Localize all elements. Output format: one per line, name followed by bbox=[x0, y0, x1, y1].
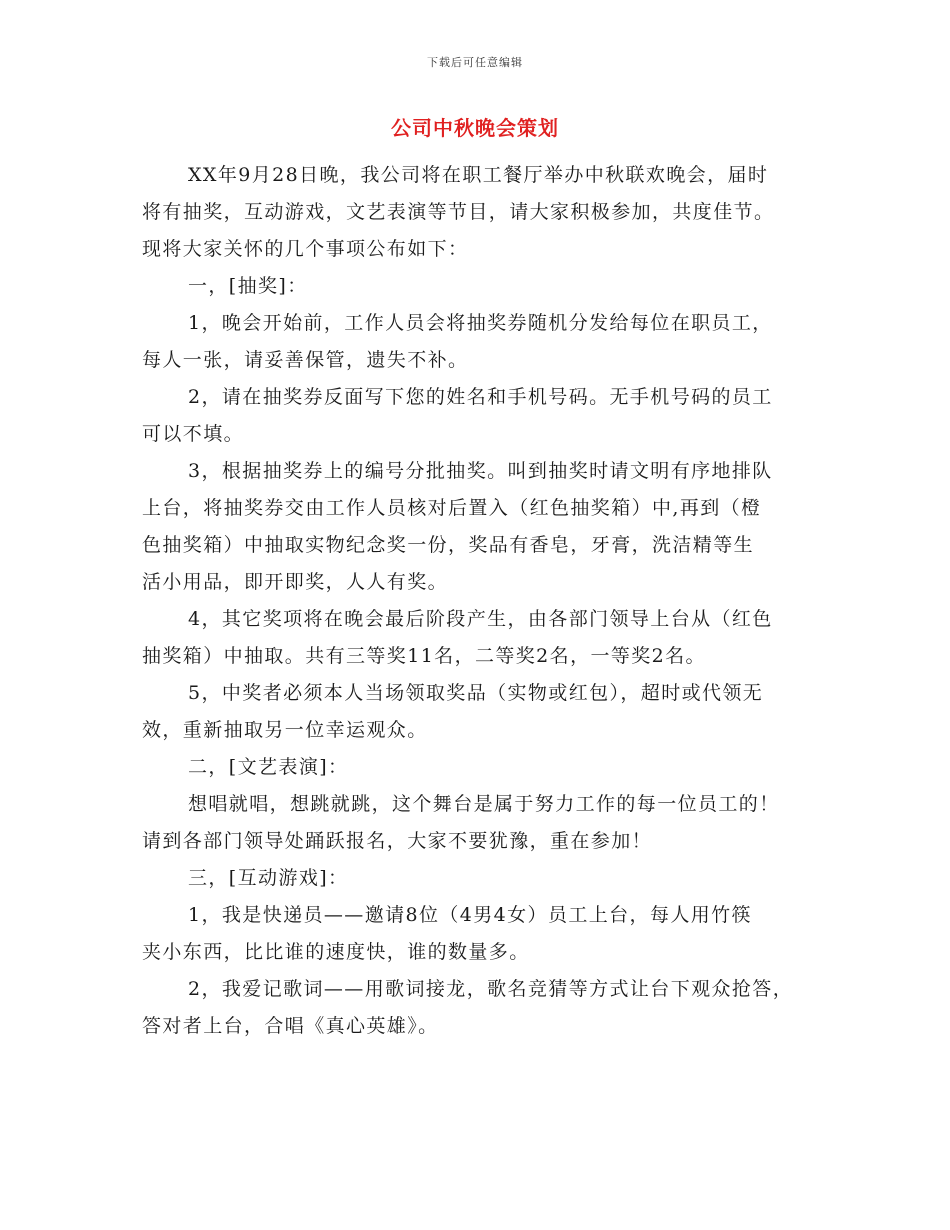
paragraph bbox=[142, 305, 810, 379]
paragraph-line: 色抽奖箱）中抽取实物纪念奖一份，奖品有香皂，牙膏，洗洁精等生 bbox=[142, 534, 755, 556]
paragraph bbox=[142, 675, 810, 749]
paragraph-line: 答对者上台，合唱《真心英雄》。 bbox=[142, 1015, 439, 1037]
paragraph-line: 1，我是快递员——邀请8位（4男4女）员工上台，每人用竹筷 bbox=[188, 904, 752, 926]
paragraph bbox=[142, 860, 810, 897]
paragraph-line: 夹小东西，比比谁的速度快，谁的数量多。 bbox=[142, 941, 530, 963]
paragraph-line: 5，中奖者必须本人当场领取奖品（实物或红包），超时或代领无 bbox=[188, 682, 764, 704]
paragraph bbox=[142, 601, 810, 675]
paragraph-line: 想唱就唱，想跳就跳，这个舞台是属于努力工作的每一位员工的！ bbox=[188, 793, 780, 815]
paragraph-line: 3，根据抽奖券上的编号分批抽奖。叫到抽奖时请文明有序地排队 bbox=[188, 460, 773, 482]
document-title: 公司中秋晚会策划 bbox=[391, 116, 559, 140]
paragraph-line: 1，晚会开始前，工作人员会将抽奖券随机分发给每位在职员工， bbox=[188, 312, 773, 334]
paragraph-line: 效，重新抽取另一位幸运观众。 bbox=[142, 719, 428, 741]
paragraph bbox=[142, 379, 810, 453]
paragraph-line: 二，[文艺表演]： bbox=[188, 756, 349, 778]
paragraph-line: 现将大家关怀的几个事项公布如下： bbox=[142, 238, 469, 260]
page-header-note: 下载后可任意编辑 bbox=[427, 56, 523, 69]
paragraph bbox=[142, 453, 810, 601]
paragraph-line: 活小用品，即开即奖，人人有奖。 bbox=[142, 571, 449, 593]
paragraph-line: 2，请在抽奖券反面写下您的姓名和手机号码。无手机号码的员工 bbox=[188, 386, 773, 408]
document-body bbox=[142, 157, 810, 1045]
paragraph bbox=[142, 157, 810, 268]
paragraph bbox=[142, 897, 810, 971]
paragraph-line: 三，[互动游戏]： bbox=[188, 867, 349, 889]
paragraph-line: 将有抽奖，互动游戏，文艺表演等节目，请大家积极参加，共度佳节。 bbox=[142, 201, 775, 223]
paragraph-line: 上台，将抽奖券交由工作人员核对后置入（红色抽奖箱）中,再到（橙 bbox=[142, 497, 762, 519]
paragraph bbox=[142, 268, 810, 305]
paragraph-line: 一，[抽奖]： bbox=[188, 275, 308, 297]
paragraph-line: 请到各部门领导处踊跃报名，大家不要犹豫，重在参加！ bbox=[142, 830, 653, 852]
paragraph-line: 每人一张，请妥善保管，遗失不补。 bbox=[142, 349, 469, 371]
paragraph bbox=[142, 749, 810, 786]
paragraph bbox=[142, 786, 810, 860]
paragraph-line: 4，其它奖项将在晚会最后阶段产生，由各部门领导上台从（红色 bbox=[188, 608, 773, 630]
paragraph-line: 可以不填。 bbox=[142, 423, 245, 445]
paragraph bbox=[142, 971, 810, 1045]
paragraph-line: 抽奖箱）中抽取。共有三等奖11名，二等奖2名，一等奖2名。 bbox=[142, 645, 706, 667]
paragraph-line: 2，我爱记歌词——用歌词接龙，歌名竞猜等方式让台下观众抢答， bbox=[188, 978, 794, 1000]
paragraph-line: XX年9月28日晚，我公司将在职工餐厅举办中秋联欢晚会，届时 bbox=[188, 164, 769, 186]
